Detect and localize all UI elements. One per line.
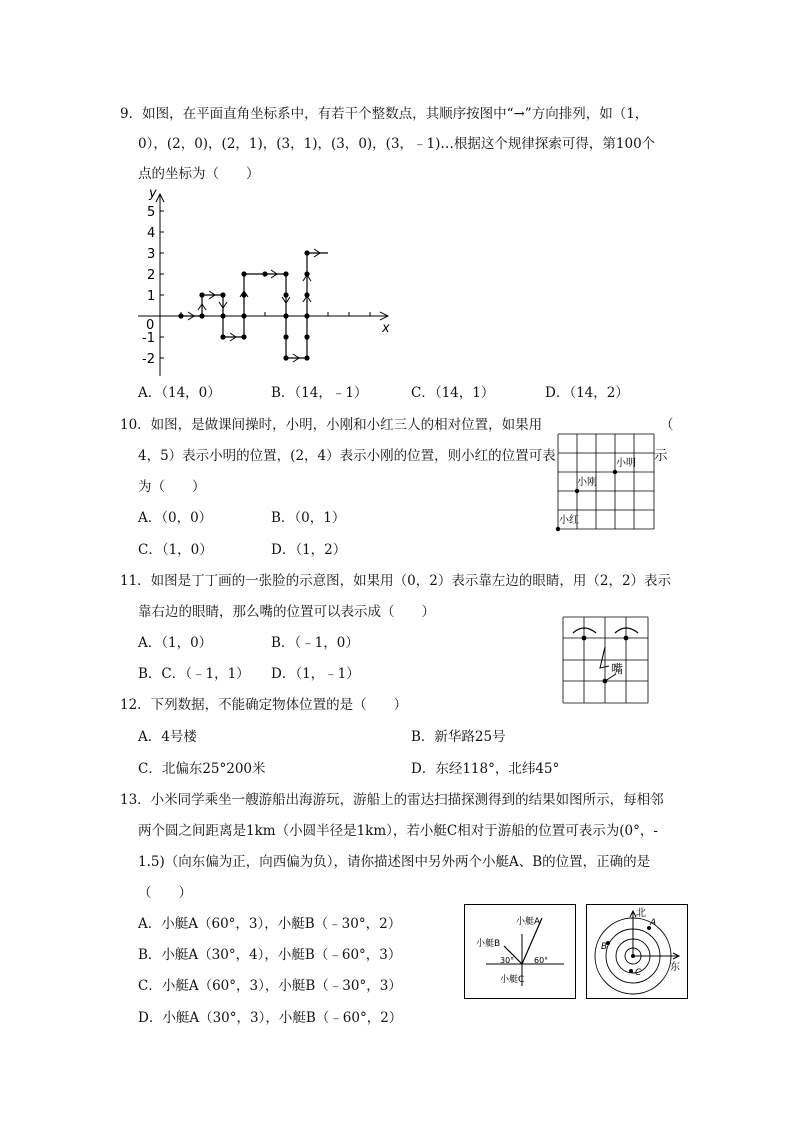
- q13-angle-figure: [464, 904, 576, 1000]
- q9-option-b[interactable]: B．（14，﹣1）: [271, 385, 368, 401]
- q13-radar-figure: [586, 904, 688, 1000]
- ship-point: [631, 954, 635, 958]
- q10-option-c[interactable]: C．（1，0）: [138, 542, 213, 558]
- x-axis-label: x: [382, 321, 390, 336]
- right-eye: [624, 636, 629, 641]
- q9-stem-line2: 0），(2，0)，(2，1)，(3，1)，(3，0)，(3，﹣1)…根据这个规律探索可得，第100个: [138, 136, 656, 152]
- q10-stem-line2: 4，5）表示小明的位置，(2，4）表示小刚的位置，则小红的位置可表: [138, 448, 556, 464]
- q11-face-grid: [560, 614, 654, 706]
- q10-stem-line3: 为（ ）: [138, 479, 206, 495]
- ming-point: [613, 470, 617, 474]
- gang-label: 小刚: [577, 477, 597, 488]
- q13-option-a[interactable]: A．小艇A（60°，3），小艇B（﹣30°，2）: [138, 916, 402, 932]
- point-b-label: B: [601, 942, 608, 952]
- q13-option-d[interactable]: D．小艇A（30°，3），小艇B（﹣60°，2）: [138, 1010, 403, 1026]
- boat-b-label: 小艇B: [476, 939, 501, 949]
- q12-option-b[interactable]: B．新华路25号: [411, 729, 506, 745]
- q11-option-b[interactable]: B．（﹣1，0）: [271, 635, 359, 651]
- q9-option-c[interactable]: C．（14，1）: [411, 385, 495, 401]
- q9-stem-line3: 点的坐标为（ ）: [138, 166, 260, 182]
- y-axis-label: y: [149, 186, 157, 201]
- point-c-label: C: [635, 968, 642, 978]
- nose: [600, 647, 609, 668]
- hong-label: 小红: [559, 515, 579, 526]
- north-label: 北: [636, 908, 646, 919]
- point-a-label: A: [650, 918, 657, 928]
- mouth-label: 嘴: [611, 662, 624, 676]
- right-eyebrow: [615, 628, 638, 633]
- angle-60-label: 60°: [534, 956, 549, 965]
- east-label: 东: [670, 962, 680, 973]
- q10-option-a[interactable]: A．（0，0）: [138, 510, 213, 526]
- q13-stem-line2: 两个圆之间距离是1km（小圆半径是1km），若小艇C相对于游船的位置可表示为(0°，-: [138, 823, 658, 839]
- ming-label: 小明: [616, 458, 636, 469]
- q10-stem-line2-end: 示: [654, 448, 668, 464]
- q9-stem-line1: 9．如图，在平面直角坐标系中，有若干个整数点，其顺序按图中“→”方向排列，如（1，: [120, 106, 649, 122]
- q12-option-d[interactable]: D．东经118°，北纬45°: [411, 761, 560, 777]
- y-tick-label: 5: [147, 205, 156, 220]
- y-tick-label: 3: [147, 247, 156, 262]
- q13-stem-line3: 1.5)（向东偏为正，向西偏为负），请你描述图中另外两个小艇A、B的位置，正确的是: [138, 854, 651, 870]
- hong-point: [556, 527, 560, 531]
- q13-stem-line1: 13．小米同学乘坐一艘游船出海游玩，游船上的雷达扫描探测得到的结果如图所示，每相邻: [120, 792, 664, 808]
- mouth-point: [603, 679, 608, 684]
- q11-option-d[interactable]: D．（1，﹣1）: [271, 666, 360, 682]
- q13-option-c[interactable]: C．小艇A（60°，3），小艇B（﹣30°，3）: [138, 978, 402, 994]
- q13-stem-line4: （ ）: [138, 885, 192, 901]
- y-tick-label: 1: [147, 289, 156, 304]
- q11-stem-line1: 11．如图是丁丁画的一张脸的示意图，如果用（0，2）表示靠左边的眼睛，用（2，2）表示: [120, 573, 672, 589]
- q9-option-d[interactable]: D．（14，2）: [545, 385, 629, 401]
- q10-option-b[interactable]: B．（0，1）: [271, 510, 346, 526]
- q11-option-a[interactable]: A．（1，0）: [138, 635, 213, 651]
- q10-stem-line1-end: （: [660, 417, 674, 433]
- origin-label: 0: [146, 318, 155, 333]
- q9-coordinate-graph: [130, 184, 400, 380]
- boat-a-label: 小艇A: [516, 917, 541, 927]
- q12-option-c[interactable]: C．北偏东25°200米: [138, 761, 266, 777]
- q11-stem-line2: 靠右边的眼睛，那么嘴的位置可以表示成（ ）: [138, 604, 435, 620]
- y-tick-label: 2: [147, 268, 156, 283]
- q13-option-b[interactable]: B．小艇A（30°，4），小艇B（﹣60°，3）: [138, 947, 402, 963]
- angle-30-label: 30°: [500, 956, 515, 965]
- y-tick-label: -2: [142, 352, 155, 367]
- q9-option-a[interactable]: A．（14，0）: [138, 385, 221, 401]
- q12-option-a[interactable]: A．4号楼: [138, 729, 197, 745]
- left-eyebrow: [573, 628, 596, 633]
- y-tick-label: -1: [142, 331, 155, 346]
- q10-position-grid: [554, 432, 658, 532]
- q12-stem-line1: 12．下列数据，不能确定物体位置的是（ ）: [120, 697, 408, 713]
- boat-c-label: 小艇C: [500, 975, 525, 985]
- gang-point: [575, 489, 579, 493]
- boat-c-point: [629, 969, 633, 973]
- y-tick-label: 4: [147, 226, 156, 241]
- q11-option-c[interactable]: B．C．（﹣1，1）: [138, 666, 250, 682]
- q10-stem-line1: 10．如图，是做课间操时，小明，小刚和小红三人的相对位置，如果用: [120, 417, 543, 433]
- left-eye: [582, 636, 587, 641]
- q10-option-d[interactable]: D．（1，2）: [271, 542, 347, 558]
